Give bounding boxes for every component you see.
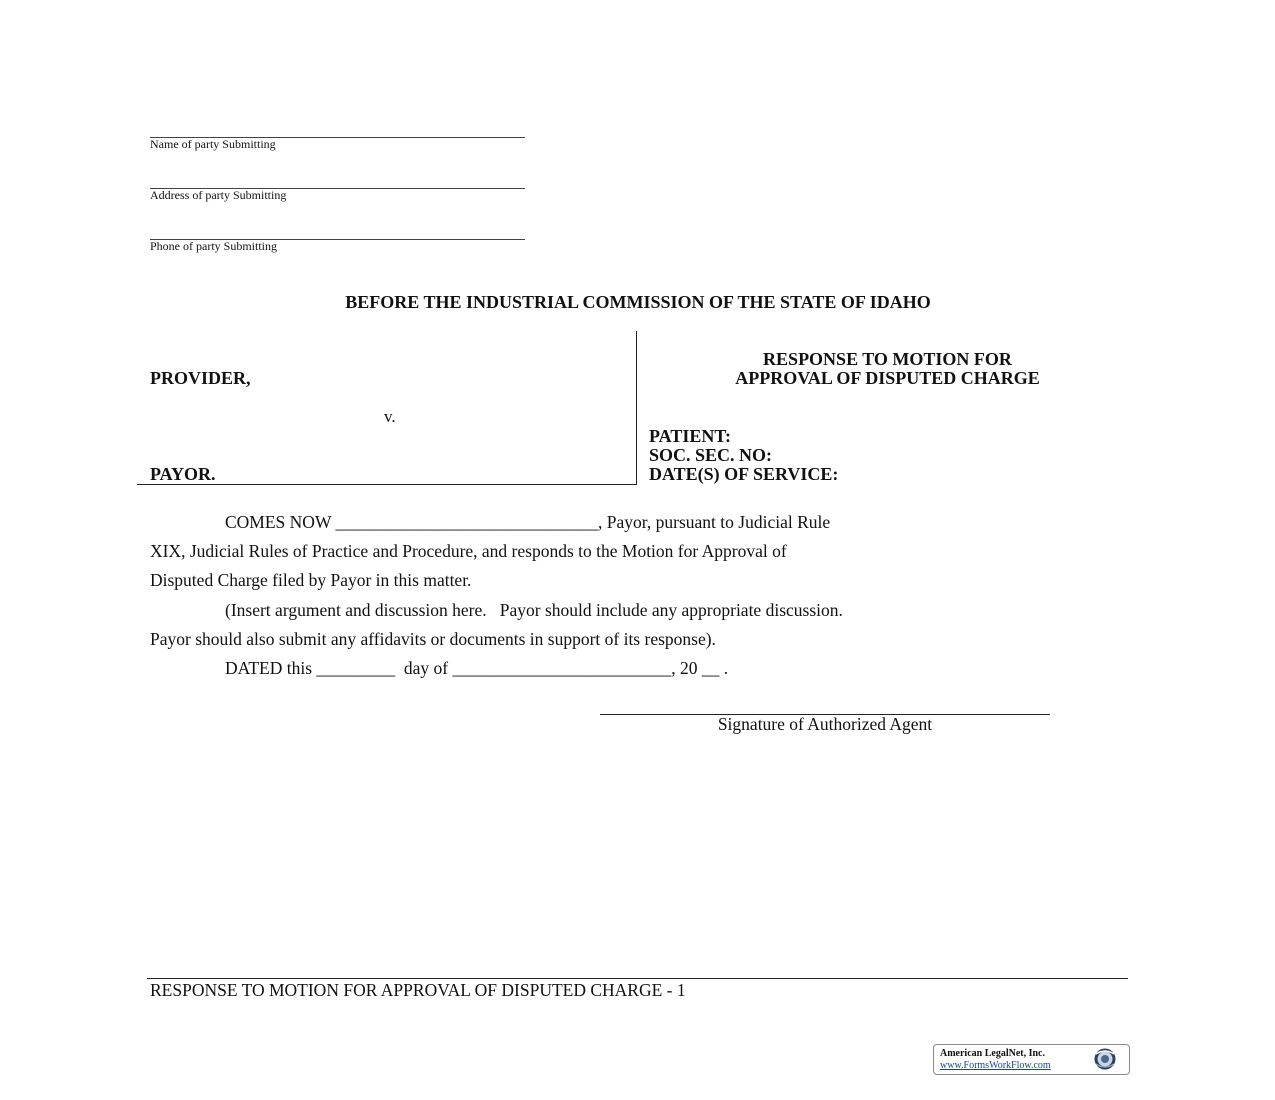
footer-rule: [147, 978, 1128, 979]
dates-of-service-label: DATE(S) OF SERVICE:: [649, 464, 839, 484]
badge-company: American LegalNet, Inc.: [940, 1048, 1045, 1059]
name-label: Name of party Submitting: [150, 137, 276, 151]
payor-label: PAYOR.: [150, 464, 216, 484]
legalnet-badge: [933, 1044, 1130, 1075]
patient-label: PATIENT:: [649, 426, 732, 446]
globe-icon: [1092, 1047, 1118, 1071]
para1-line2: XIX, Judicial Rules of Practice and Procedure, and responds to the Motion for Approval of: [150, 541, 787, 561]
para2-line2: Payor should also submit any affidavits or documents in support of its response).: [150, 629, 716, 649]
address-label: Address of party Submitting: [150, 188, 287, 202]
provider-label: PROVIDER,: [150, 368, 251, 388]
doc-title-line1: RESPONSE TO MOTION FOR: [763, 349, 1012, 369]
para1-line3: Disputed Charge filed by Payor in this matter.: [150, 570, 472, 590]
badge-url[interactable]: www.FormsWorkFlow.com: [940, 1060, 1051, 1071]
ssn-label: SOC. SEC. NO:: [649, 445, 773, 465]
caption-divider: [636, 331, 637, 485]
footer-title: RESPONSE TO MOTION FOR APPROVAL OF DISPUTED CHARGE - 1: [150, 980, 686, 1000]
doc-title-line2: APPROVAL OF DISPUTED CHARGE: [735, 368, 1040, 388]
para2-line1: (Insert argument and discussion here. Payor should include any appropriate discussion.: [225, 600, 843, 620]
court-heading: BEFORE THE INDUSTRIAL COMMISSION OF THE STATE OF IDAHO: [345, 292, 931, 312]
para1-line1: COMES NOW ______________________________, Payor, pursuant to Judicial Rule: [225, 512, 831, 532]
phone-label: Phone of party Submitting: [150, 239, 277, 253]
dated-line: DATED this _________ day of _________________________, 20 __ .: [225, 658, 729, 678]
signature-label: Signature of Authorized Agent: [717, 714, 933, 734]
versus-label: v.: [384, 407, 396, 426]
